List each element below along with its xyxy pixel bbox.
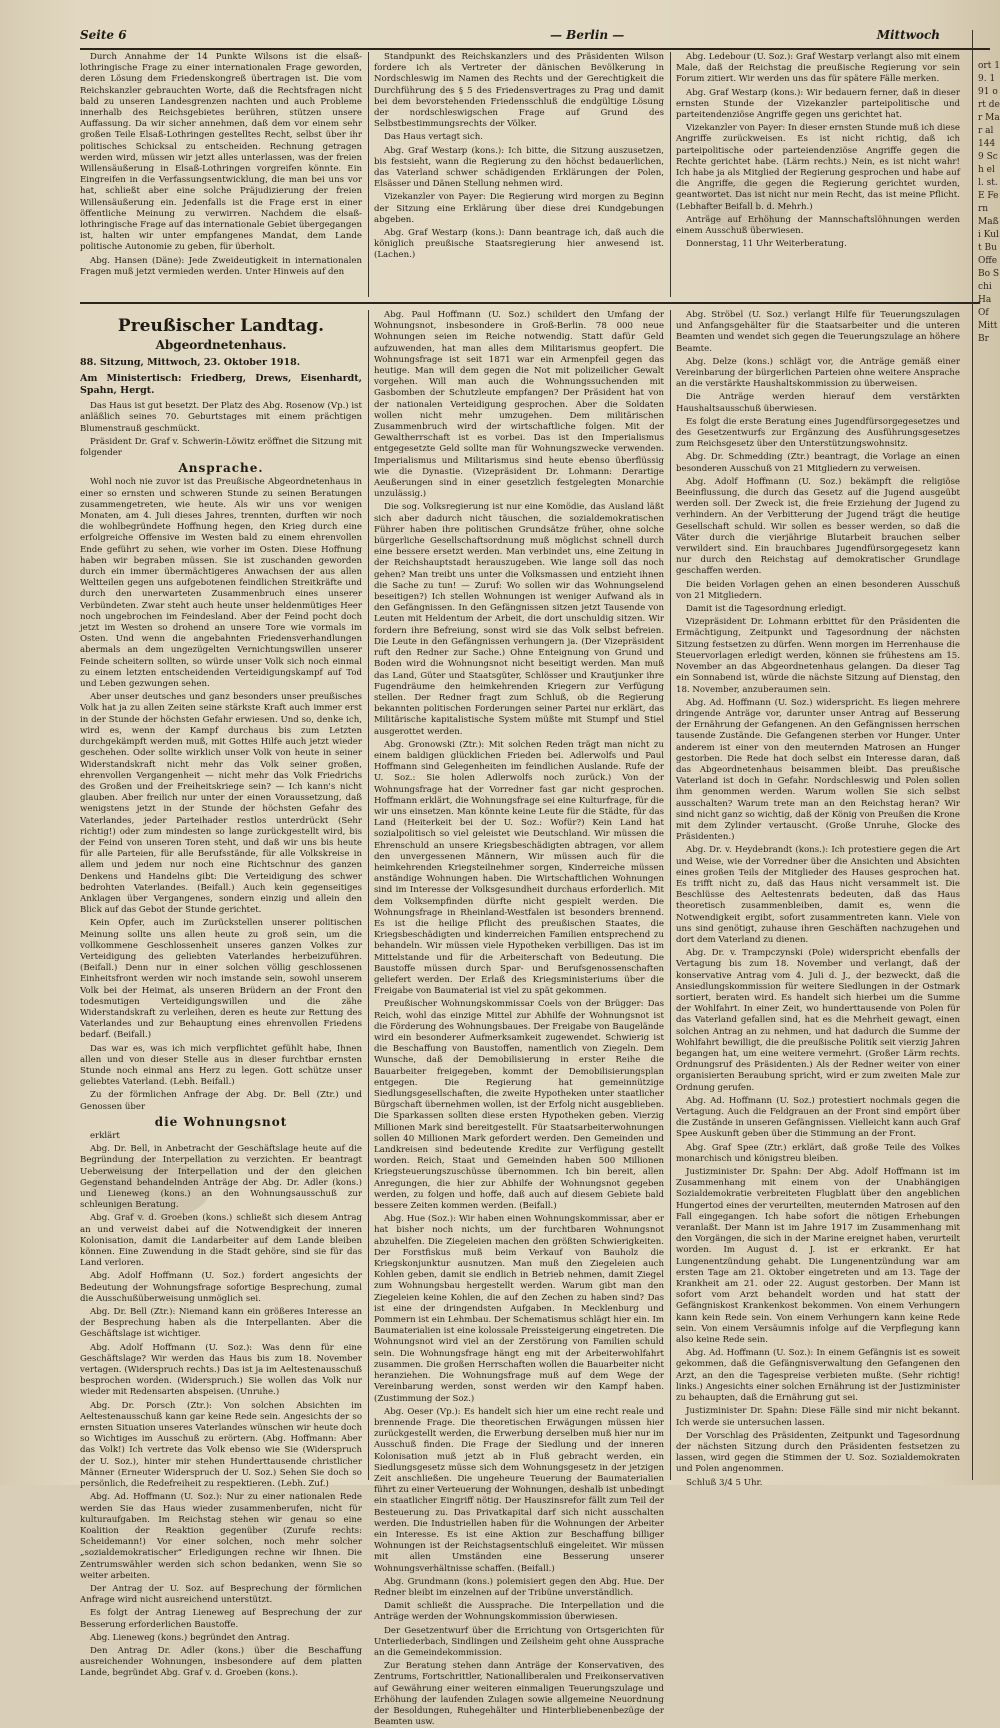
paragraph: Abg. Hue (Soz.): Wir haben einen Wohnungskommissar, aber er hat bisher noch nichts, um der furchtbaren Wohnungsnot abzuhelfen. Die Ziegeleien machen den größten Schwierigkeiten. Der Forstfiskus muß beim Verkauf von Bauholz die Kriegskonjunktur ausnutzen. Man muß den Ziegeleien auch Kohlen geben, damit sie endlich in Betrieb nehmen, damit Ziegel zum Wohnungsbau hergestellt werden. Warum gibt man den Ziegeleien keine Kohlen, die auf den Zechen zu haben sind? Das ist eine der dringendsten Aufgaben. In Mecklenburg und Pommern ist ein Lehmbau. Der Schematismus schlägt hier ein. Im Baumaterialien ist eine kolossale Preissteigerung eingetreten. Die Wohnungsnot wird viel an der Zerstörung von Familien schuld sein. Die Wohnungsfrage hängt eng mit der Arbeiterwohlfahrt zusammen. Die großen Herrschaften wollen die Bauarbeiter nicht heranziehen. Die Wohnungsfrage muß auf dem Wege der Vereinbarung werden, sonst werden wir den Kampf haben. (Zustimmung der Soz.)	[374, 1214, 664, 1404]
masthead: — Berlin —	[550, 28, 625, 42]
page-header	[80, 26, 990, 50]
paragraph: Das Haus vertagt sich.	[384, 132, 484, 143]
paragraph: Abg. Graf v. d. Groeben (kons.) schließt sich diesem Antrag an und verweist dabei auf die Notwendigkeit der inneren Kolonisation, damit die Landarbeiter auf dem Lande bleiben können. Eine Zuwendung in die Stadt gehöre, sind sie für das Land verloren.	[80, 1213, 362, 1269]
paragraph: Abg. Graf Westarp (kons.): Ich bitte, die Sitzung auszusetzen, bis festsieht, wann die Regierung zu den höchst bedauerlichen, das Vaterland schwer schädigenden Erklärungen der Polen, Elsässer und Dänen Stellung nehmen wird.	[374, 145, 664, 190]
paragraph: Das Haus ist gut besetzt. Der Platz des Abg. Rosenow (Vp.) ist anläßlich seines 70. Geburtstages mit einem prächtigen Blumenstrauß geschmückt.	[80, 401, 363, 434]
paragraph: Abg. Ledebour (U. Soz.): Graf Westarp verlangt also mit einem Male, daß der Reichstag die preußische Regierung vor sein Forum zitiert. Wir werden uns das für spätere Fälle merken.	[676, 52, 960, 85]
paper-stain	[700, 180, 790, 230]
paragraph: Abg. Dr. Bell, in Anbetracht der Geschäftslage heute auf die Begründung der Interpellation zu verzichten. Er beantragt Ueberweisung der Interpellation und der den gleichen Gegenstand behandelnden Anträge der Abg. Dr. Adler (kons.) und Lieneweg (kons.) an den Wohnungsausschuß zur schleunigen Beratung.	[80, 1144, 362, 1211]
top-column-3	[676, 52, 960, 297]
paragraph: Abg. Gronowski (Ztr.): Mit solchen Reden trägt man nicht zu einem baldigen glücklichen Frieden bei. Adlerwolfs und Paul Hoffmann sind Gelegenheiten im feindlichen Auslande. Rufe der U. Soz.: Sie holen Adlerwolfs noch zurück.) Von der Wohnungsfrage hat der Vorredner fast gar nicht gesprochen. Hoffmann erklärt, die Wohnungsfrage sei eine Kulturfrage, für die wir uns einsetzen. Man könnte keine Leute für die Städte, für das Land (Heiterkeit bei der U. Soz.: Wofür?) Kein Land hat sozialpolitisch so viel geleistet wie Deutschland. Wir müssen die Ehrenschuld an unsere Kriegsbeschädigten abtragen, vor allem den unvergessenen Männern, Wir müssen auch für die heimkehrenden Kriegsteilnehmer sorgen, Kinderreiche müssen anständige Wohnungen haben. Die Wirtschaftlichen Wohnungen sind im Interesse der Volksgesundheit durchaus erforderlich. Mit dem Volksempfinden dürfte nicht gespielt werden. Die Wohnungsfrage in Rheinland-Westfalen ist besonders brennend. Es ist die heilige Pflicht des preußischen Staates, die Kriegsbeschädigten und kinderreichen Familien entsprechend zu behandeln. Wir müssen viele Hypotheken verbilligen. Das ist im Mittelstande und für die Arbeiterschaft von Bedeutung. Die Baustoffe müssen durch Spar- und Berufsgenossenschaften geliefert werden. Der Erlaß des Kriegsministeriums über die Freigabe von Baumaterial ist viel zu spät gekommen.	[374, 739, 664, 997]
page-number: Seite 6	[80, 28, 127, 42]
paragraph: Es folgt die erste Beratung eines Jugendfürsorgegesetzes und des Gesetzentwurfs zur Ergänzung des Ausführungsgesetzes zum Reichsgesetz über den Unterstützungswohnsitz.	[676, 416, 960, 450]
paragraph: Abg. Grundmann (kons.) polemisiert gegen den Abg. Hue. Der Redner bleibt im einzelnen auf der Tribüne unverständlich.	[374, 1576, 664, 1598]
paragraph: Abg. Paul Hoffmann (U. Soz.) schildert den Umfang der Wohnungsnot, insbesondere in Groß-Berlin. 78 000 neue Wohnungen seien im Reiche notwendig. Statt dafür Geld aufzuwenden, hat man alles dem Militarismus geopfert. Die Wohnungsfrage ist seit 1871 war ein Armenpfeil gegen das heutige. Man will dem gegen die Not mit polizeilicher Gewalt vorgehen. Will man auch die Wohnungssuchenden mit Gasbomben der Schutzleute empfangen? Der Präsident hat von der nationalen Verteidigung gesprochen. Aber die Soldaten wollen nicht mehr umzugehen. Dem militärischen Zusammenbruch wird der wirtschaftliche folgen. Mit der Gewaltherrschaft ist es vorbei. Das ist den Imperialismus entgegesetzte Geld sollte man für Wohnungszwecke verwenden. Imperialismus und Militarismus sind heute ebenso überflüssig wie die Dynastie. (Vizepräsident Dr. Lohmann: Derartige Aeußerungen sind in einer gesetzlich festgelegten Monarchie unzulässig.)	[374, 310, 664, 500]
paragraph: Schluß 3/4 5 Uhr.	[686, 1477, 763, 1488]
intro-paragraphs	[80, 401, 362, 459]
paragraph: Abg. Dr. Bell (Ztr.): Niemand kann ein größeres Interesse an der Besprechung haben als die Interpellanten. Aber die Geschäftslage ist wichtiger.	[80, 1307, 362, 1340]
paper-stain	[90, 1160, 210, 1220]
paragraph: Abg. Ströbel (U. Soz.) verlangt Hilfe für Teuerungszulagen und Anfangsgehälter für die Staatsarbeiter und die unteren Beamten und wendet sich gegen die Teuerungszulage an höhere Beamte.	[676, 310, 960, 354]
paragraph: Das war es, was ich mich verpflichtet gefühlt habe, Ihnen allen und von dieser Stelle aus in dieser furchtbar ernsten Stunde noch einmal ans Herz zu legen. Gott schütze unser geliebtes Vaterland. (Lebh. Beifall.)	[80, 1043, 362, 1088]
paragraph: Abg. Hansen (Däne): Jede Zweideutigkeit in internationalen Fragen muß jetzt vermieden werden. Unter Hinweis auf den	[80, 255, 362, 277]
paragraph: Die Anträge werden hierauf dem verstärkten Haushaltsausschuß überwiesen.	[676, 392, 960, 414]
column-rule	[368, 52, 369, 297]
ministers-line: Am Ministertisch: Friedberg, Drews, Eisenhardt, Spahn, Hergt.	[80, 373, 362, 397]
paragraph: Der Vorschlag des Präsidenten, Zeitpunkt und Tagesordnung der nächsten Sitzung durch den Präsidenten festsetzen zu lassen, wird gegen die Stimmen der U. Soz. Sozialdemokraten und Polen angenommen.	[676, 1430, 960, 1475]
paragraph: Abg. Dr. Schmedding (Ztr.) beantragt, die Vorlage an einen besonderen Ausschuß von 21 Mitgliedern zu verweisen.	[676, 452, 960, 474]
paragraph: Zur Beratung stehen dann Anträge der Konservativen, des Zentrums, Fortschrittler, Nationalliberalen und Freikonservativen auf Gewährung einer weiteren einmaligen Teuerungszulage und Erhöhung der laufenden Zulagen sowie allgemeine Neuordnung der Besoldungen, Ruhegehälter und Hinterbliebenenbezüge der Beamten usw.	[374, 1661, 664, 1728]
section-heading-wohnungsnot: die Wohnungsnot	[154, 1114, 288, 1129]
paragraph: Abg. Ad. Hoffmann (U. Soz.) widerspricht. Es liegen mehrere dringende Anträge vor, darunter unser Antrag auf Besserung der Ernährung der Gefangenen. An den Gefängnissen herrschen tausende Zustände. Die Gefangenen sterben vor Hunger. Unter anderem ist einer von den meuternden Matrosen an Hunger gestorben. Die Rede hat doch selbst ein Interesse daran, daß das Abgeordnetenhaus beisammen bleibt. Das preußische Vaterland ist doch in Gefahr. Nordschleswig und Polen sollen ihm genommen werden. Warum wollen Sie sich selbst ausschalten? Warum trete man an den Reichstag heran? Wir sind nicht ganz so wichtig, daß der König von Preußen die Krone mit dem Zylinder vertauscht. (Große Unruhe, Glocke des Präsidenten.)	[676, 697, 960, 843]
paragraph: Der Antrag der U. Soz. auf Besprechung der förmlichen Anfrage wird nicht ausreichend unterstützt.	[80, 1583, 362, 1606]
ansprache-paragraphs	[80, 477, 362, 1112]
paragraph: Der Gesetzentwurf über die Errichtung von Ortsgerichten für Unterliederbach, Sindlingen und Zeilsheim geht ohne Aussprache an die Gemeindekommission.	[374, 1625, 664, 1658]
paragraph: Abg. Adolf Hoffmann (U. Soz.) fordert angesichts der Bedeutung der Wohnungsfrage sofortige Besprechung, zumal die Ausschußüberweisung unmöglich sei.	[80, 1271, 362, 1304]
paragraph: Abg. Dr. Porsch (Ztr.): Von solchen Absichten im Aeltestenausschuß kann gar keine Rede sein. Angesichts der so ernsten Situation unseres Vaterlandes wünschen wir heute doch so Wichtiges im Ausschuß zu erörtern. (Abg. Hoffmann: Aber das Volk!) Ich vertrete das Volk ebenso wie Sie (Widerspruch der U. Soz.), hinter mir stehen Hunderttausende christlicher Männer (Erneuter Widerspruch der U. Soz.) Sehen Sie doch so persönlich, die Redefreiheit zu respektieren. (Lebh. Zuf.)	[80, 1400, 362, 1490]
paragraph: Abg. Graf Spee (Ztr.) erklärt, daß große Teile des Volkes monarchisch und königstreu bleiben.	[676, 1142, 960, 1164]
paragraph: Abg. Lieneweg (kons.) begründet den Antrag.	[90, 1632, 290, 1643]
column-rule	[670, 310, 671, 1480]
paragraph: Durch Annahme der 14 Punkte Wilsons ist die elsaß-lothringische Frage zu einer internationalen Frage geworden, deren Lösung dem Friedenskongreß übertragen ist. Die vom Reichskanzler gebrauchten Worte, daß die Rechtsfragen nicht bald zu unseren Landesgrenzen nachten und auch Probleme innerhalb des Reichsgebietes berühren, stützen unsere Auffassung. Da wir sicher annehmen, daß dem vor einem sehr großen Teile Elsaß-Lothringen gestelltes Recht, selbst über ihr politisches Schicksal zu entscheiden. Rechnung getragen werden wird, müssen wir jetzt alles unterlassen, was der freien Willensäußerung in Elsaß-Lothringen vorgreifen könnte. Ein Eingreifen in die Verfassungsentwicklung, die man bei uns vor hat, schließt aber eine solche Präjudizierung der freien Willensäußerung ein. Jedenfalls ist die Frage erst in einer öffentliche Meinung zu verwirren. Nachdem die elsaß-lothringische Frage auf das internationale Gebiet übergegangen ist, halten wir unter empfangenes Mandat, dem Lande politische Autonomie zu geben, für überholt.	[80, 52, 362, 253]
paragraph: Damit schließt die Aussprache. Die Interpellation und die Anträge werden der Wohnungskommission überwiesen.	[374, 1601, 664, 1623]
paragraph: Präsident Dr. Graf v. Schwerin-Löwitz eröffnet die Sitzung mit folgender	[80, 436, 362, 459]
paragraph: Zu der förmlichen Anfrage der Abg. Dr. Bell (Ztr.) und Genossen über	[80, 1090, 362, 1112]
article-title: Preußischer Landtag.	[117, 316, 325, 336]
column-rule	[368, 310, 369, 1480]
paragraph: Es folgt der Antrag Lieneweg auf Besprechung der zur Besserung erforderlichen Baustoffe.	[80, 1608, 362, 1630]
paragraph: Damit ist die Tagesordnung erledigt.	[686, 604, 847, 615]
paragraph: Wohl noch nie zuvor ist das Preußische Abgeordnetenhaus in einer so ernsten und schweren Stunde zu seinen Beratungen zusammengetreten, wie heute. Als wir uns vor wenigen Monaten, am 4. Juli dieses Jahres, trennten, durften wir noch die wohlbegründete Hoffnung hegen, den Krieg durch eine erfolgreiche Offensive im Westen bald zu einem ehrenvollen Ende geführt zu sehen, wie vorher im Osten. Diese Hoffnung haben wir begraben müssen. Sie ist zuschanden geworden durch ein immer übermächtigeres Anwachsen der aus allen Weltteilen gegen uns aufgebotenen feindlichen Streitkräfte und durch den unerwarteten Zusammenbruch eines unserer Verbündeten. Zwar steht auch heute unser heldenmütiges Heer noch ungebrochen im Feindesland. Aber der Feind pocht doch jetzt im Westen so drohend an unsere Tore wie vormals im Osten. Und wenn die angebahnten Friedensverhandlungen abermals an dem ungezügelten Vernichtungswillen unserer Feinde scheitern sollten, so würde unser Volk sich noch einmal zu einem letzten entscheidenden Verteidigungskampf auf Tod und Leben gezwungen sehen.	[80, 477, 362, 690]
paragraph: Abg. Adolf Hoffmann (U. Soz.): Was denn für eine Geschäftslage? Wir werden das Haus bis zum 18. November vertagen. (Widerspruch rechts.) Das ist ja im Aeltestenausschuß besprochen worden. (Widerspruch.) Sie wollen das Volk nur wieder mit Redensarten abspeisen. (Unruhe.)	[80, 1342, 362, 1398]
landtag-column-1	[80, 310, 363, 1679]
paragraph: Abg. Dr. v. Heydebrandt (kons.): Ich protestiere gegen die Art und Weise, wie der Vorredner über die Ansichten und Absichten eines großen Teils der Mitglieder des Hauses gesprochen hat. Es trifft nicht zu, daß das Haus nicht versammelt ist. Die Beschlüsse des Aeltestenrats bedeuten, daß das Haus theoretisch zusammenbleiben, damit es, wenn die Notwendigkeit ergibt, sofort zusammentreten kann. Viele von uns sind genötigt, zuhause ihren Geschäften nachzugehen und dort dem Vaterland zu dienen.	[676, 845, 960, 945]
landtag-column-3	[676, 310, 960, 1488]
paragraph: Vizepräsident Dr. Lohmann erbittet für den Präsidenten die Ermächtigung, Zeitpunkt und Tagesordnung der nächsten Sitzung festsetzen zu dürfen. Wenn morgen im Herrenhause die Steuervorlagen erledigt werden, können sie frühestens am 15. November an das Abgeordnetenhaus gelangen. Da dieser Tag ein Sonnabend ist, würde die nächste Sitzung auf Dienstag, den 18. November, anzuberaumen sein.	[676, 617, 960, 695]
paragraph: Abg. Delze (kons.) schlägt vor, die Anträge gemäß einer Vereinbarung der bürgerlichen Parteien ohne weitere Ansprache an die verstärkte Haushaltskommission zu überweisen.	[676, 356, 960, 390]
paragraph: erklärt	[90, 1131, 120, 1141]
paragraph: Abg. Ad. Hoffmann (U. Soz.): In einem Gefängnis ist es soweit gekommen, daß die Gefängnisverwaltung den Gefangenen den Arzt, an den die Tagespreise verbieten mußte. (Sehr richtig! links.) Angesichts einer solchen Ernährung ist der Justizminister zu behaupten, daß die Ernährung gut sei.	[676, 1348, 960, 1404]
top-column-1	[80, 52, 362, 297]
paragraph: Aber unser deutsches und ganz besonders unser preußisches Volk hat ja zu allen Zeiten seine stärkste Kraft auch immer erst in der Stunde der höchsten Gefahr erwiesen. Und so, denke ich, wird es, wenn der Kampf durchaus bis zum Letzten durchgekämpft werden muß, mit Gottes Hilfe auch jetzt wieder geschehen. Oder sollte wirklich unser Volk von heute in seiner Widerstandskraft nicht mehr das Volk seiner großen, ehrenvollen Vergangenheit — nicht mehr das Volk Friedrichs des Großen und der Freiheitskriege sein? — Ich kann's nicht glauben. Aber freilich nur unter der einen Voraussetzung, daß wenigstens jetzt in der Stunde der höchsten Gefahr des Vaterlandes, jeder Parteihader restlos unterdrückt (Sehr richtig!) oder zum mindesten so lange zurückgestellt wird, bis der Feind von unseren Toren steht, und daß wir uns bis heute für alle Parteien, für alle Berufsstände, für alle Volkskreise in allem und jedem nur noch eine Richtschnur des ganzen Denkens und Handelns gibt: Die Verteidigung des schwer bedrohten Vaterlandes. (Beifall.) Auch kein gegenseitiges Anklagen über Vergangenes, sondern einzig und allein den Blick auf das Gebot der Stunde gerichtet.	[80, 692, 362, 916]
top-column-2	[374, 52, 664, 297]
session-dateline: 88. Sitzung, Mittwoch, 23. Oktober 1918.	[80, 357, 301, 369]
paragraph: Abg. Dr. v. Trampczynski (Pole) widerspricht ebenfalls der Vertagung bis zum 18. November und verlangt, daß der konservative Antrag vom 4. Juli d. J., der bezweckt, daß die Ansiedlungskommission für weitere Siedlungen in der Ostmark sortiert, beraten wird. Es handelt sich hierbei um die Summe der Wohlfahrt. In einer Zeit, wo hunderttausende von Polen für das Vaterland gefallen sind, hat es die Mehrheit gewagt, einen solchen Antrag an zu nehmen, und hat dadurch die Summe der Wohlfahrt bewilligt, die die preußische Politik seit vierzig Jahren begangen hat, um eine weitere vermehrt. (Großer Lärm rechts. Ordnungsruf des Präsidenten.) Als der Redner weiter von einer organisierten Beraubung spricht, wird er zum zweiten Male zur Ordnung gerufen.	[676, 948, 960, 1093]
paragraph: Abg. Graf Westarp (kons.): Wir bedauern ferner, daß in dieser ernsten Stunde der Vizekanzler parteipolitische und parteitendenziöse Angriffe gegen uns gerichtet hat.	[676, 87, 960, 121]
paragraph: Standpunkt des Reichskanzlers und des Präsidenten Wilson fordere ich als Vertreter der dänischen Bevölkerung in Nordschleswig im Namen des Rechts und der Gerechtigkeit die Durchführung des § 5 des Friedensvertrages zu Prag und damit bei dem bevorstehenden Friedensschluß die endgültige Lösung der nordschleswigschen Frage auf Grund des Selbstbestimmungsrechts der Völker.	[374, 52, 664, 130]
paragraph: Abg. Oeser (Vp.): Es handelt sich hier um eine recht reale und brennende Frage. Die theoretischen Erwägungen müssen hier zurückgestellt werden, die Erwerbung derselben muß hier nur im Ausschuß finden. Die Frage der Siedlung und der inneren Kolonisation muß jetzt ab in Fluß gebracht werden, ein Siedlungsgesetz müsse sich dem Wohnungsgesetz in der jetzigen Zeit anschließen. Die ungeheure Teuerung der Baumaterialien führt zu einer Verteuerung der Wohnungen, deshalb ist unbedingt ein staatlicher Eingriff nötig. Der Hauszinsrefor fällt zum Teil der Besteuerung zu. Das Privatkapital darf sich nicht ausschalten werden. Die Industriellen haben für die Wohnungen der Arbeiter ein Interesse. Es ist eine Aktion zur Beschaffung billiger Wohnungen ist der Reichstagsentschluß eingeleitet. Wir müssen mit allen Umständen eine Besserung unserer Wohnungsverhältnisse schaffen. (Beifall.)	[374, 1406, 664, 1574]
paragraph: Justizminister Dr. Spahn: Der Abg. Adolf Hoffmann ist im Zusammenhang mit einem von der Unabhängigen Sozialdemokratie verbreiteten Flugblatt über den angeblichen Hungertod eines der verurteilten, meuternden Matrosen auf den Fall eingegangen. Ich habe sofort die nötigen Erhebungen veranlaßt. Der Mann ist im Jahre 1917 im Zusammenhang mit den Vorgängen, die sich in der Marine ereignet haben, verurteilt worden. Im August d. J. ist er erkrankt. Er hat Lungenentzündung gehabt. Die Lungenentzündung war am ersten Tage am 21. Oktober eingetreten und am 13. Tage der Krankheit am 21. oder 22. August gestorben. Der Mann ist sofort vom Arzt behandelt worden und hat statt der Gefängniskost Krankenkost bekommen. Von einem Verhungern kann kein Rede sein. Von einem Verhungern kann keine Rede sein. Von einem Versäumnis infolge auf die Verpflegung kann also keine Rede sein.	[676, 1167, 960, 1346]
paragraph: Abg. Adolf Hoffmann (U. Soz.) bekämpft die religiöse Beeinflussung, die durch das Gesetz auf die Jugend ausgeübt werden soll. Der Zweck ist, die freie Erziehung der Jugend zu verhindern. An der Verbitterung der Jugend trägt die heutige Gesellschaft schuld. Wir sollen es besser werden, so daß die Väter durch die vierjährige Blutarbeit brauchen selber verwildert sind. Ein brauchbares Jugendfürsorgegesetz kann nur durch den Reichstag auf demokratischer Grundlage geschaffen werden.	[676, 476, 960, 577]
section-divider	[80, 302, 980, 304]
paragraph: Kein Opfer, auch im Zurückstellen unserer politischen Meinung sollte uns allen heute zu groß sein, um die vollkommene Geschlossenheit unseres ganzen Volkes zur Verteidigung des geliebten Vaterlandes herbeizuführen. (Beifall.) Denn nur in einer solchen völlig geschlossenen Einheitsfront werden wir noch imstande sein, sowohl unserem Volk bei der Heimat, als unseren Brüdern an der Front den todesmutigen Verteidigungswillen und die zähe Widerstandskraft zu verleihen, deren es heute zur Rettung des Vaterlandes und zur Behauptung eines ehrenvollen Friedens bedarf. (Beifall.)	[80, 918, 362, 1041]
paragraph: Preußischer Wohnungskommissar Coels von der Brügger: Das Reich, wohl das einzige Mittel zur Abhilfe der Wohnungsnot ist die Förderung des Wohnungsbaues. Der Freigabe von Baugelände wird ein besonderer Aufmerksamkeit zugewendet. Schwierig ist die Beschaffung von Baustoffen, namentlich von Ziegeln. Dem Wunsche, daß der Demobilisierung in erster Reihe die Bauarbeiter freigegeben, kommt der Demobilisierungsplan entgegen. Die Regierung hat gemeinnützige Siedlungsgesellschaften, die zweite Hypotheken unter staatlicher Bürgschaft übernehmen wollen, ist der Erfolg nicht ausgeblieben. Die Sparkassen sollten diese ersten Hypotheken geben. Vierzig Millionen Mark sind bereitgestellt. Für Staatsarbeiterwohnungen sollen 40 Millionen Mark gefordert werden. Den Gemeinden und Landkreisen sind bedeutende Kredite zur Verfügung gestellt worden. Reich, Staat und Gemeinden haben 500 Millionen Kriegsteuerungszuschüsse übernommen. Ich bin bereit, allen Anregungen, die hier zur Abhilfe der Wohnungsnot gegeben werden, zu folgen und hoffe, daß auch auf diesem Gebiete bald bessere Zeiten kommen werden. (Beifall.)	[374, 999, 664, 1212]
paragraph: Abg. Graf Westarp (kons.): Dann beantrage ich, daß auch die königlich preußische Staatsregierung hier anwesend ist. (Lachen.)	[374, 228, 664, 261]
section-heading-ansprache: Ansprache.	[178, 461, 264, 476]
paragraph: Vizekanzler von Payer: Die Regierung wird morgen zu Beginn der Sitzung eine Erklärung über diese drei Kundgebungen abgeben.	[374, 192, 664, 225]
neighbor-page-edge-text: ort 19. 191 ort der Mar al 1449 Sch ell. st. E Fern Maßi Kult Bu Offe Bo Schi Ha Of Mitt Br	[978, 61, 1000, 344]
paragraph: Justizminister Dr. Spahn: Diese Fälle sind mir nicht bekannt. Ich werde sie untersuchen lassen.	[676, 1406, 960, 1428]
paragraph: Den Antrag Dr. Adler (kons.) über die Beschaffung ausreichender Wohnungen, insbesondere auf dem platten Lande, begründet Abg. Graf v. d. Groeben (kons.).	[80, 1645, 362, 1679]
column-rule	[670, 52, 671, 297]
paragraph: Abg. Ad. Hoffmann (U. Soz.) protestiert nochmals gegen die Vertagung. Auch die Feldgrauen an der Front sind empört über die Zustände in unseren Gefängnissen. Vielleicht kann auch Graf Spee Auskunft geben über die Stimmung an der Front.	[676, 1095, 960, 1140]
paragraph: Anträge auf Erhöhung der Mannschaftslöhnungen werden einem Ausschuß überwiesen.	[676, 214, 960, 237]
paragraph: Die sog. Volksregierung ist nur eine Komödie, das Ausland läßt sich aber dadurch nicht täuschen, die sozialdemokratischen Führer haben ihre politischen Grundsätze früher, ohne solche bürgerliche Gesellschaftsordnung muß möglichst schnell durch eine bessere ersetzt werden. Man verbindet uns, eine Zeitung in der Reichshauptstadt herauszugeben. Wie lange soll das noch gehen? Man treibt uns unter die Volksmassen und entzieht ihnen die Sache zu tun! — Zuruf: Wo sollen wir das Wohnungselend beseitigen?) Ich stellen Wohnungen ist weniger Aufwand als in den Gefängnissen. In den Gefängnissen sitzen jetzt Tausende von Leuten mit Heldentum der Arbeit, die dort unschuldig sitzen. Wir fordern ihre Befreiung, sonst wird sie das Volk selbst befreien. Die Leute in den Gefängnissen verhungern ja. (Der Vizepräsident ruft den Redner zur Sache.) Ohne Enteignung von Grund und Boden wird die Wohnungsnot nicht beseitigt werden. Man muß das Land, Güter und Staatsgüter, Schlösser und Krautjunker ihre Fugendräume den heimkehrenden Kriegern zur Verfügung stellen. Der Redner fragt zum Schluß, ob die Regierung bekannten politischen Forderungen seiner Partei nur erklärt, das Militärische kapitalistische System müßte mit Stumpf und Stiel ausgerottet werden.	[374, 502, 664, 737]
paragraph: Abg. Ad. Hoffmann (U. Soz.): Nur zu einer nationalen Rede werden Sie das Haus wieder zusammenberufen, nicht für kulturaufgaben. Im Reichstag stehen wir genau so eine Koalition der Reaktion gegenüber (Zurufe rechts: Scheidemann!) Vor einer solchen, noch mehr solcher „sozialdemokratischer“ Erledigungen rechne wir Ihnen. Die Zentrumswähler werden sich schon bedanken, wenn Sie so weiter arbeiten.	[80, 1492, 362, 1581]
paragraph: Vizekanzler von Payer: In dieser ernsten Stunde muß ich diese Angriffe zurückweisen. Es ist nicht richtig, daß ich parteipolitische oder parteiendenziöse Angriffe gegen die Rechte gerichtet habe. (Lärm rechts.) Nein, es ist nicht wahr! Ich habe ja als Mitglied der Regierung gesprochen und habe auf die Angriffe, die gegen die Regierung gerichtet wurden, geantwortet. Das ist nicht nur mein Recht, das ist meine Pflicht. (Lebhafter Beifall b. d. Mehrh.)	[676, 123, 960, 212]
landtag-column-2	[374, 310, 664, 1728]
paragraph: Donnerstag, 11 Uhr Weiterberatung.	[686, 239, 847, 250]
header-right: Mittwoch	[876, 28, 940, 42]
article-subtitle: Abgeordnetenhaus.	[155, 338, 287, 352]
page-edge-rule	[972, 30, 973, 1480]
paragraph: Die beiden Vorlagen gehen an einen besonderen Ausschuß von 21 Mitgliedern.	[676, 579, 960, 601]
